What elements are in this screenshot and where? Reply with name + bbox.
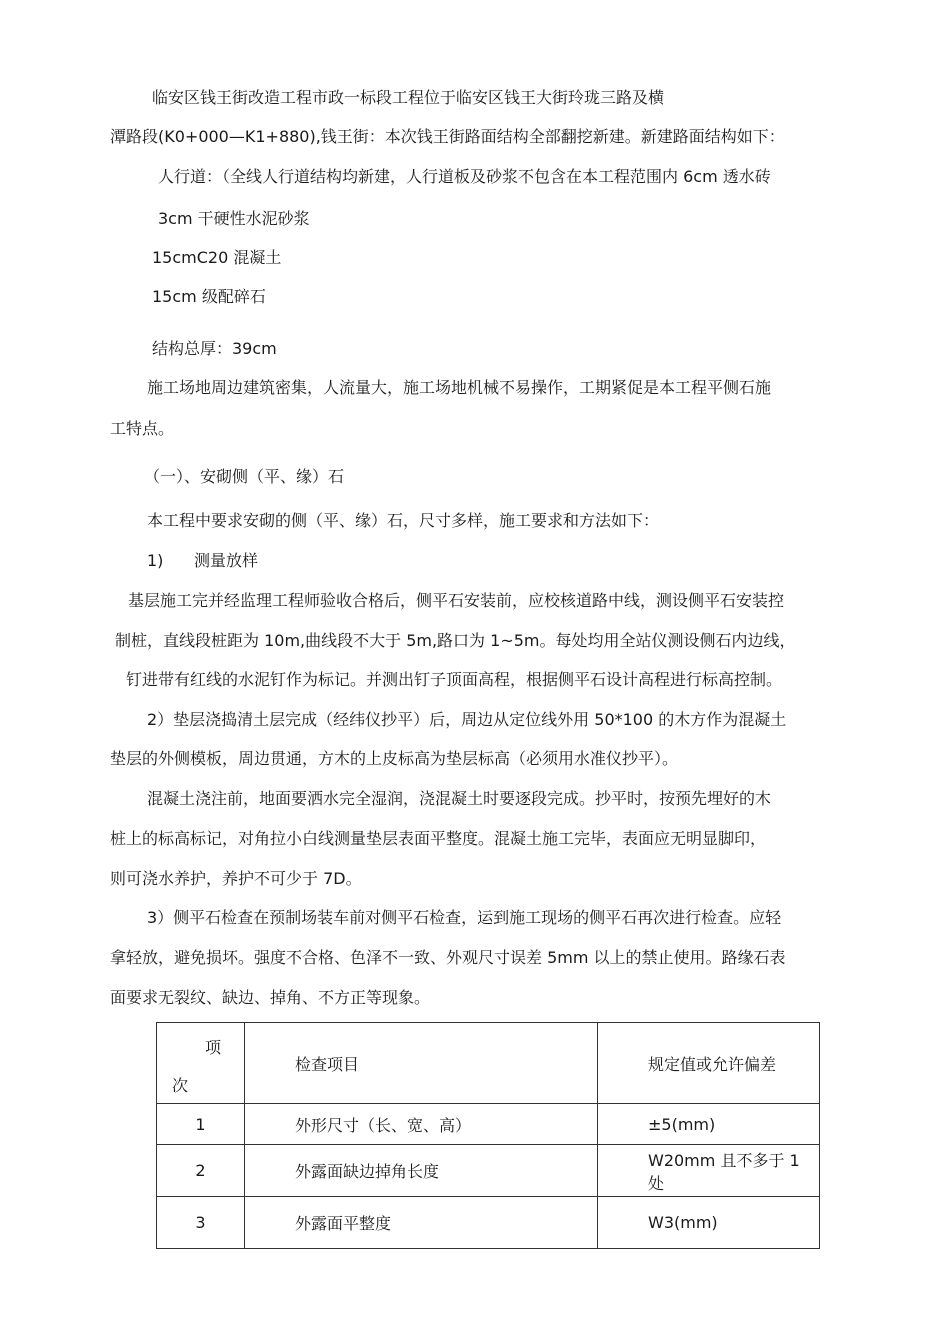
step-survey: 1) 测量放样: [147, 551, 258, 570]
paragraph-survey-line3: 钉进带有红线的水泥钉作为标记。并测出钉子顶面高程，根据侧平石设计高程进行标高控制。: [126, 670, 783, 689]
section-heading: （一）、安砌侧（平、缘）石: [144, 467, 345, 486]
row-num: 2: [157, 1145, 245, 1197]
header-num-cell: [157, 1023, 245, 1104]
paragraph-intro-line2: 潭路段(K0+000—K1+880),钱王街：本次钱王街路面结构全部翻挖新建。新建路面结构如下：: [110, 127, 785, 146]
row-num: 1: [157, 1104, 245, 1145]
layer-mortar: 3cm 干硬性水泥砂浆: [158, 209, 310, 228]
table-row: [157, 1197, 820, 1249]
header-value: 规定值或允许偏差: [598, 1023, 820, 1104]
row-value: ±5(mm): [598, 1104, 820, 1145]
paragraph-survey-line1: 基层施工完并经监理工程师验收合格后，侧平石安装前，应校核道路中线，测设侧平石安装控: [128, 591, 785, 610]
header-item: 检查项目: [245, 1023, 598, 1104]
row-num: 3: [157, 1197, 245, 1249]
paragraph-site-line1: 施工场地周边建筑密集，人流量大，施工场地机械不易操作，工期紧促是本工程平侧石施: [147, 378, 772, 397]
paragraph-cushion-line1: 2）垫层浇捣清土层完成（经纬仪抄平）后，周边从定位线外用 50*100 的木方作为混凝土: [147, 710, 787, 729]
paragraph-survey-line2: 制桩，直线段桩距为 10m,曲线段不大于 5m,路口为 1~5m。每处均用全站仪测设侧石内边线，: [115, 631, 796, 650]
table-header-row: [157, 1023, 820, 1104]
paragraph-sidewalk: 人行道：（全线人行道结构均新建，人行道板及砂浆不包含在本工程范围内 6cm 透水砖: [158, 167, 771, 186]
header-num-bottom: 次: [172, 1076, 189, 1095]
paragraph-cushion-line2: 垫层的外侧模板，周边贯通，方木的上皮标高为垫层标高（必须用水准仪抄平）。: [110, 749, 679, 768]
paragraph-inspection-line3: 面要求无裂纹、缺边、掉角、不方正等现象。: [110, 988, 431, 1007]
table-row: [157, 1145, 820, 1197]
paragraph-requirements: 本工程中要求安砌的侧（平、缘）石，尺寸多样，施工要求和方法如下：: [147, 511, 660, 530]
paragraph-intro-line1: 临安区钱王街改造工程市政一标段工程位于临安区钱王大街玲珑三路及横: [152, 88, 665, 107]
layer-gravel: 15cm 级配碎石: [152, 287, 266, 306]
row-item: 外露面平整度: [245, 1197, 598, 1249]
table-row: [157, 1104, 820, 1145]
header-num-top: 项: [205, 1038, 222, 1057]
inspection-table: [156, 1022, 820, 1249]
paragraph-inspection-line1: 3）侧平石检查在预制场装车前对侧平石检查，运到施工现场的侧平石再次进行检查。应轻: [147, 908, 782, 927]
paragraph-concrete-line2: 桩上的标高标记，对角拉小白线测量垫层表面平整度。混凝土施工完毕，表面应无明显脚印，: [110, 829, 767, 848]
paragraph-inspection-line2: 拿轻放，避免损坏。强度不合格、色泽不一致、外观尺寸误差 5mm 以上的禁止使用。路缘石表: [110, 948, 786, 967]
paragraph-concrete-line3: 则可浇水养护，养护不可少于 7D。: [110, 869, 362, 888]
layer-concrete: 15cmC20 混凝土: [152, 248, 282, 267]
paragraph-concrete-line1: 混凝土浇注前，地面要洒水完全湿润，浇混凝土时要逐段完成。抄平时，按预先埋好的木: [147, 789, 772, 808]
structure-total: 结构总厚：39cm: [152, 339, 277, 358]
row-value: W20mm 且不多于 1 处: [598, 1145, 820, 1197]
row-item: 外形尺寸（长、宽、高）: [245, 1104, 598, 1145]
row-value: W3(mm): [598, 1197, 820, 1249]
row-item: 外露面缺边掉角长度: [245, 1145, 598, 1197]
paragraph-site-line2: 工特点。: [110, 419, 175, 438]
